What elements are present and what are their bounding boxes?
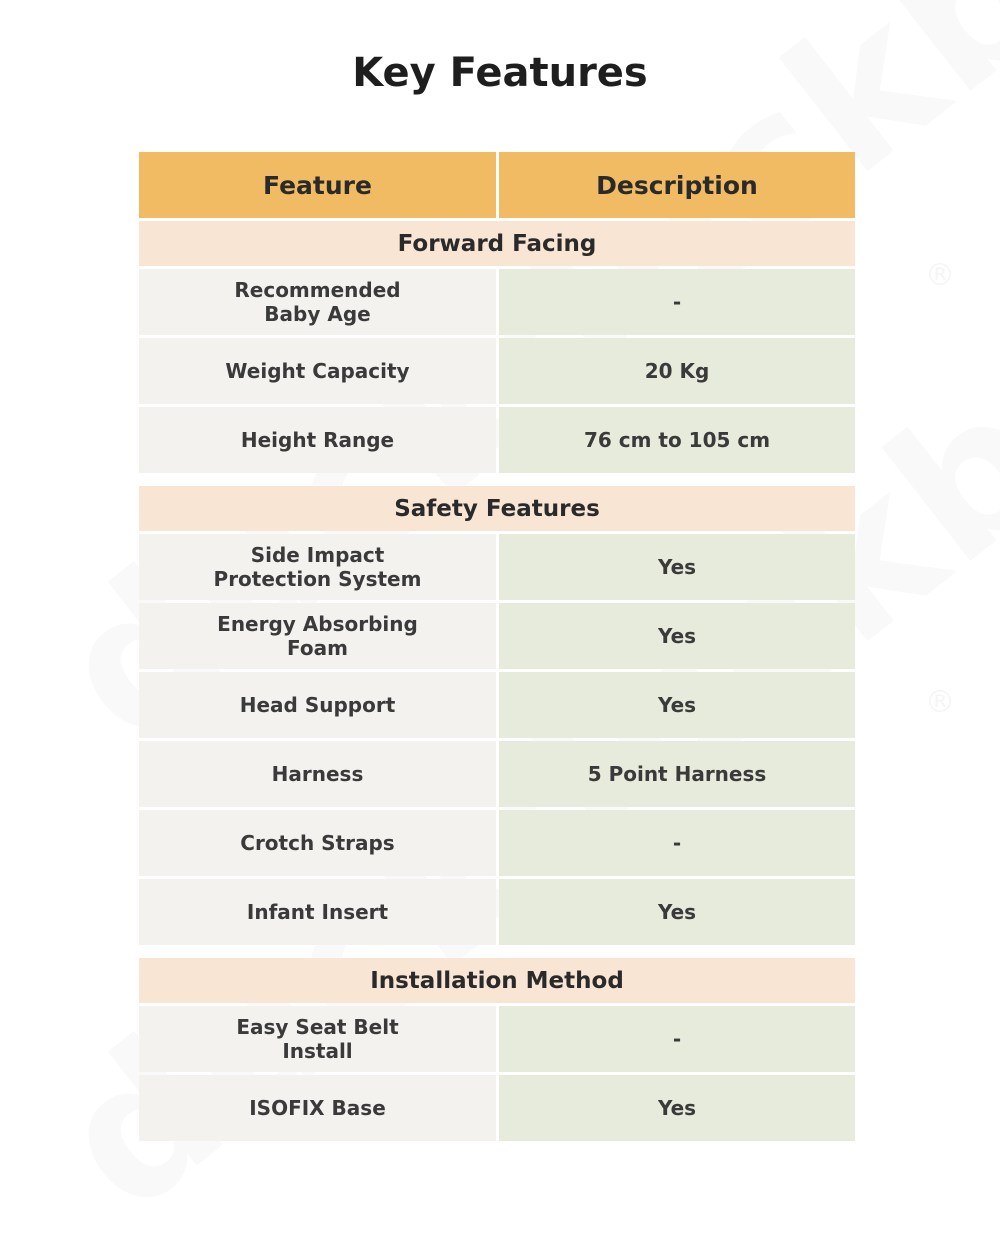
table-row	[139, 534, 855, 600]
feature-cell: Easy Seat Belt Install	[139, 1006, 496, 1072]
description-cell: Yes	[499, 603, 855, 669]
table-row	[139, 672, 855, 738]
table-row	[139, 338, 855, 404]
description-cell: Yes	[499, 672, 855, 738]
feature-cell: ISOFIX Base	[139, 1075, 496, 1141]
feature-cell: Harness	[139, 741, 496, 807]
watermark-registered-mark: ®	[925, 258, 955, 293]
description-cell: -	[499, 810, 855, 876]
header-feature: Feature	[139, 152, 496, 218]
description-cell: Yes	[499, 1075, 855, 1141]
description-cell: 5 Point Harness	[499, 741, 855, 807]
description-cell: -	[499, 1006, 855, 1072]
section-title-forward-facing: Forward Facing	[139, 221, 855, 266]
table-header-row	[139, 152, 855, 218]
table-row	[139, 879, 855, 945]
feature-cell: Height Range	[139, 407, 496, 473]
section-title-installation-method: Installation Method	[139, 958, 855, 1003]
table-row	[139, 1075, 855, 1141]
features-table	[139, 152, 855, 1144]
table-row	[139, 603, 855, 669]
feature-cell: Weight Capacity	[139, 338, 496, 404]
header-description: Description	[499, 152, 855, 218]
description-cell: 76 cm to 105 cm	[499, 407, 855, 473]
feature-cell: Infant Insert	[139, 879, 496, 945]
table-row	[139, 269, 855, 335]
feature-cell: Head Support	[139, 672, 496, 738]
description-cell: 20 Kg	[499, 338, 855, 404]
table-row	[139, 1006, 855, 1072]
page-title: Key Features	[352, 50, 648, 96]
description-cell: -	[499, 269, 855, 335]
feature-cell: Side Impact Protection System	[139, 534, 496, 600]
table-row	[139, 810, 855, 876]
section-title-safety-features: Safety Features	[139, 486, 855, 531]
feature-cell: Energy Absorbing Foam	[139, 603, 496, 669]
feature-cell: Recommended Baby Age	[139, 269, 496, 335]
description-cell: Yes	[499, 879, 855, 945]
description-cell: Yes	[499, 534, 855, 600]
watermark-registered-mark: ®	[925, 685, 955, 720]
table-row	[139, 741, 855, 807]
feature-cell: Crotch Straps	[139, 810, 496, 876]
table-row	[139, 407, 855, 473]
